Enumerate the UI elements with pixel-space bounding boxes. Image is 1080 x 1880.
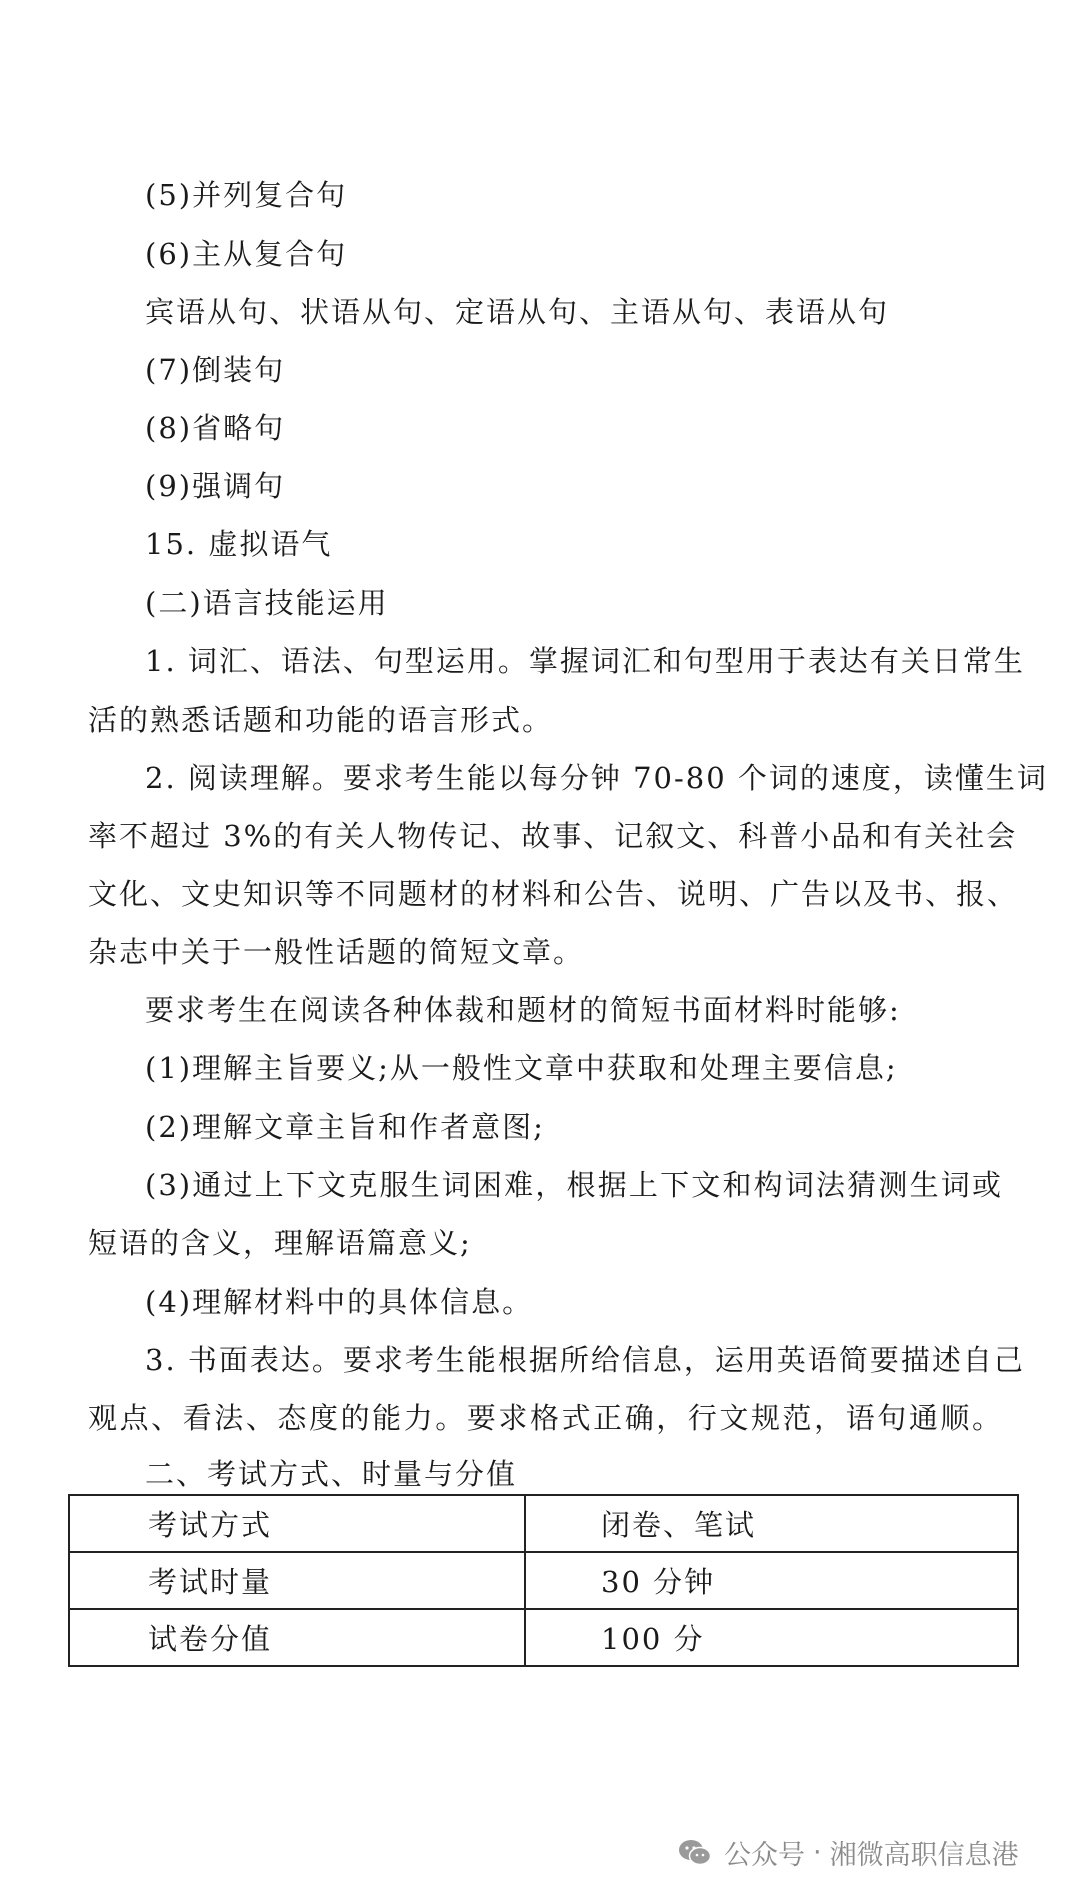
section-exam-format-heading: 二、考试方式、时量与分值: [145, 1457, 518, 1491]
exam-method-value: 闭卷、笔试: [525, 1495, 1018, 1552]
reading-req-3-line-1: (3)通过上下文克服生词困难，根据上下文和构词法猜测生词或: [145, 1168, 1003, 1202]
item-6-complex-sentence: (6)主从复合句: [145, 237, 348, 271]
watermark-source: 公众号: [724, 1840, 805, 1871]
skill-3-line-2: 观点、看法、态度的能力。要求格式正确，行文规范，语句通顺。: [88, 1401, 1003, 1435]
reading-req-4: (4)理解材料中的具体信息。: [145, 1285, 534, 1319]
table-row: [69, 1609, 1018, 1666]
item-5-compound-sentence: (5)并列复合句: [145, 178, 348, 212]
skill-2-line-4: 杂志中关于一般性话题的简短文章。: [88, 935, 585, 969]
skill-1-line-2: 活的熟悉话题和功能的语言形式。: [88, 703, 554, 737]
clause-types-line: 宾语从句、状语从句、定语从句、主语从句、表语从句: [145, 295, 890, 329]
exam-info-table: [68, 1494, 1019, 1667]
wechat-watermark: [678, 1833, 1019, 1872]
skill-3-line-1: 3. 书面表达。要求考生能根据所给信息，运用英语简要描述自己: [145, 1343, 1025, 1377]
reading-req-3-line-2: 短语的含义，理解语篇意义;: [88, 1226, 472, 1260]
exam-method-label: 考试方式: [69, 1495, 525, 1552]
skill-1-line-1: 1. 词汇、语法、句型运用。掌握词汇和句型用于表达有关日常生: [145, 644, 1025, 678]
table-row: [69, 1552, 1018, 1609]
watermark-account-name: 湘微高职信息港: [829, 1840, 1019, 1871]
item-15-subjunctive: 15. 虚拟语气: [145, 527, 333, 561]
exam-score-value: 100 分: [525, 1609, 1018, 1666]
reading-req-2: (2)理解文章主旨和作者意图;: [145, 1110, 545, 1144]
skill-2-line-1: 2. 阅读理解。要求考生能以每分钟 70-80 个词的速度，读懂生词: [145, 761, 1048, 795]
skill-2-line-3: 文化、文史知识等不同题材的材料和公告、说明、广告以及书、报、: [88, 877, 1019, 911]
item-8-ellipsis: (8)省略句: [145, 411, 286, 445]
reading-requirements-intro: 要求考生在阅读各种体裁和题材的简短书面材料时能够:: [145, 993, 901, 1027]
exam-duration-value: 30 分钟: [525, 1552, 1018, 1609]
exam-duration-label: 考试时量: [69, 1552, 525, 1609]
skill-2-line-2: 率不超过 3%的有关人物传记、故事、记叙文、科普小品和有关社会: [88, 819, 1018, 853]
reading-req-1: (1)理解主旨要义;从一般性文章中获取和处理主要信息;: [145, 1051, 898, 1085]
section-language-skills-heading: (二)语言技能运用: [145, 586, 389, 620]
watermark-separator: ·: [813, 1837, 822, 1868]
wechat-icon: [678, 1838, 712, 1868]
exam-score-label: 试卷分值: [69, 1609, 525, 1666]
table-row: [69, 1495, 1018, 1552]
item-7-inversion: (7)倒装句: [145, 353, 286, 387]
item-9-emphasis: (9)强调句: [145, 469, 286, 503]
